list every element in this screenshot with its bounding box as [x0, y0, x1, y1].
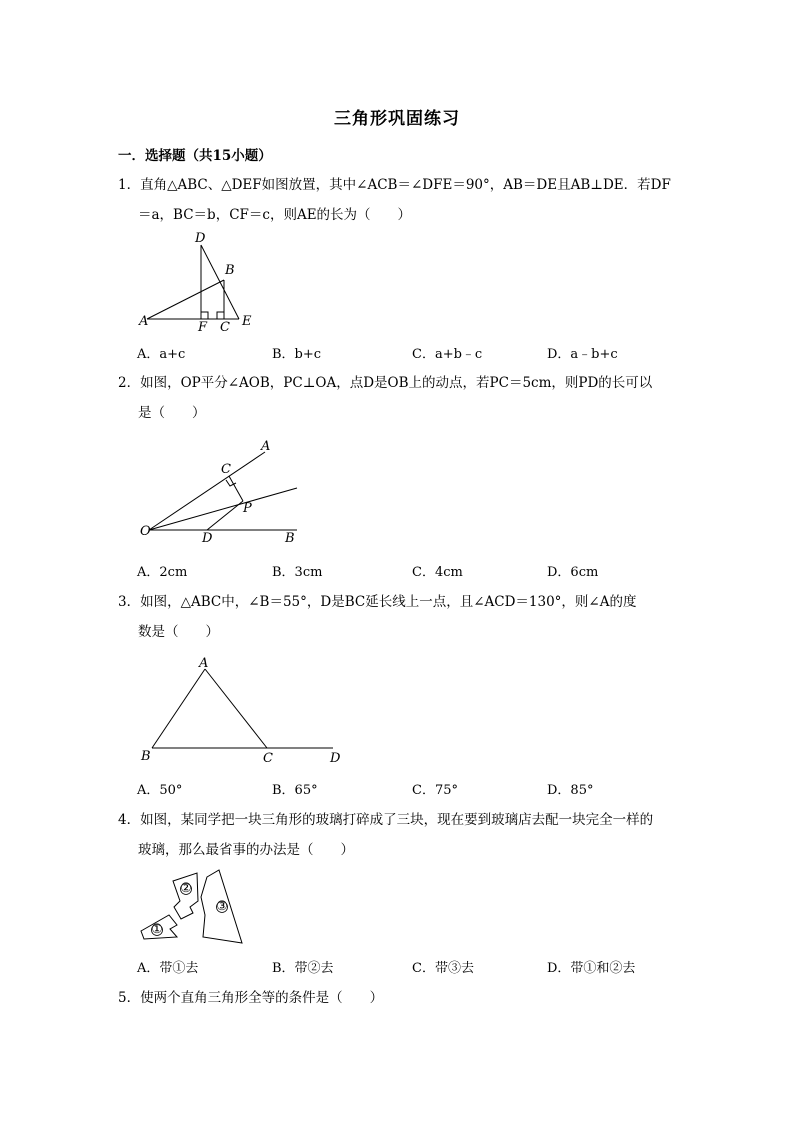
question-1-figure [135, 228, 270, 338]
option-a[interactable]: A．a+c [137, 347, 186, 362]
label-B: B [225, 263, 235, 278]
label-C: C [221, 462, 231, 477]
segment-PD [207, 501, 243, 530]
option-b[interactable]: B．65° [272, 783, 318, 798]
right-angle-C [217, 312, 224, 319]
line-AB [147, 280, 224, 319]
option-a[interactable]: A．50° [137, 783, 183, 798]
question-4-text-line2: 玻璃，那么最省事的办法是（ ） [138, 842, 354, 858]
ray-OA [149, 452, 265, 530]
glass-piece-2 [173, 873, 198, 919]
option-c[interactable]: C．4cm [412, 565, 463, 580]
label-O: O [140, 524, 151, 539]
piece-1-label: ① [151, 922, 163, 937]
label-E: E [242, 314, 252, 329]
page-title: 三角形巩固练习 [334, 109, 460, 129]
label-D: D [202, 531, 213, 546]
label-A: A [139, 314, 149, 329]
question-4 [118, 805, 678, 865]
label-A: A [199, 656, 209, 671]
label-C: C [263, 751, 273, 766]
option-c[interactable]: C．带③去 [412, 961, 474, 976]
option-a[interactable]: A．带①去 [137, 961, 199, 976]
option-d[interactable]: D．85° [547, 783, 594, 798]
option-d[interactable]: D．带①和②去 [547, 961, 636, 976]
side-AB [152, 669, 205, 748]
option-c[interactable]: C．a+b﹣c [412, 347, 483, 362]
question-1-text-line2: ＝a，BC＝b，CF＝c，则AE的长为（ ） [138, 207, 412, 223]
option-b[interactable]: B．3cm [272, 565, 323, 580]
label-B: B [141, 749, 151, 764]
option-b[interactable]: B．b+c [272, 347, 322, 362]
section-heading: 一．选择题（共15小题） [118, 148, 272, 164]
side-AC [205, 669, 267, 748]
question-3-text-line1: 3．如图，△ABC中，∠B＝55°，D是BC延长线上一点，且∠ACD＝130°，则∠A的度 [118, 594, 637, 610]
label-D: D [195, 231, 206, 246]
question-4-text-line1: 4．如图，某同学把一块三角形的玻璃打碎成了三块，现在要到玻璃店去配一块完全一样的 [118, 812, 654, 828]
label-D: D [330, 751, 341, 766]
question-2-text-line1: 2．如图，OP平分∠AOB，PC⊥OA，点D是OB上的动点，若PC＝5cm，则PD的长可以 [118, 375, 653, 391]
question-5-text-line1: 5．使两个直角三角形全等的条件是（ ） [118, 990, 384, 1006]
ray-OP [149, 488, 297, 530]
label-P: P [243, 501, 252, 516]
option-a[interactable]: A．2cm [137, 565, 188, 580]
option-d[interactable]: D．6cm [547, 565, 599, 580]
label-C: C [220, 320, 230, 335]
label-A: A [261, 439, 271, 454]
question-1-text-line1: 1．直角△ABC、△DEF如图放置，其中∠ACB＝∠DFE＝90°，AB＝DE且AB⊥DE．若DF [118, 177, 671, 193]
option-b[interactable]: B．带②去 [272, 961, 334, 976]
question-3-text-line2: 数是（ ） [138, 624, 219, 640]
option-c[interactable]: C．75° [412, 783, 458, 798]
right-angle-F [201, 312, 208, 319]
question-2-text-line2: 是（ ） [138, 405, 206, 421]
question-2 [118, 368, 678, 428]
question-1 [118, 170, 678, 230]
line-DE [201, 245, 239, 319]
question-4-figure [135, 867, 250, 947]
piece-3-label: ③ [216, 899, 228, 914]
piece-2-label: ② [180, 881, 192, 896]
segment-PC [229, 476, 243, 501]
question-2-figure [135, 438, 310, 548]
question-3 [118, 587, 678, 647]
label-B: B [285, 531, 295, 546]
option-d[interactable]: D．a﹣b+c [547, 347, 618, 362]
question-3-figure [135, 652, 350, 770]
question-5 [118, 983, 678, 1013]
label-F: F [198, 320, 208, 335]
